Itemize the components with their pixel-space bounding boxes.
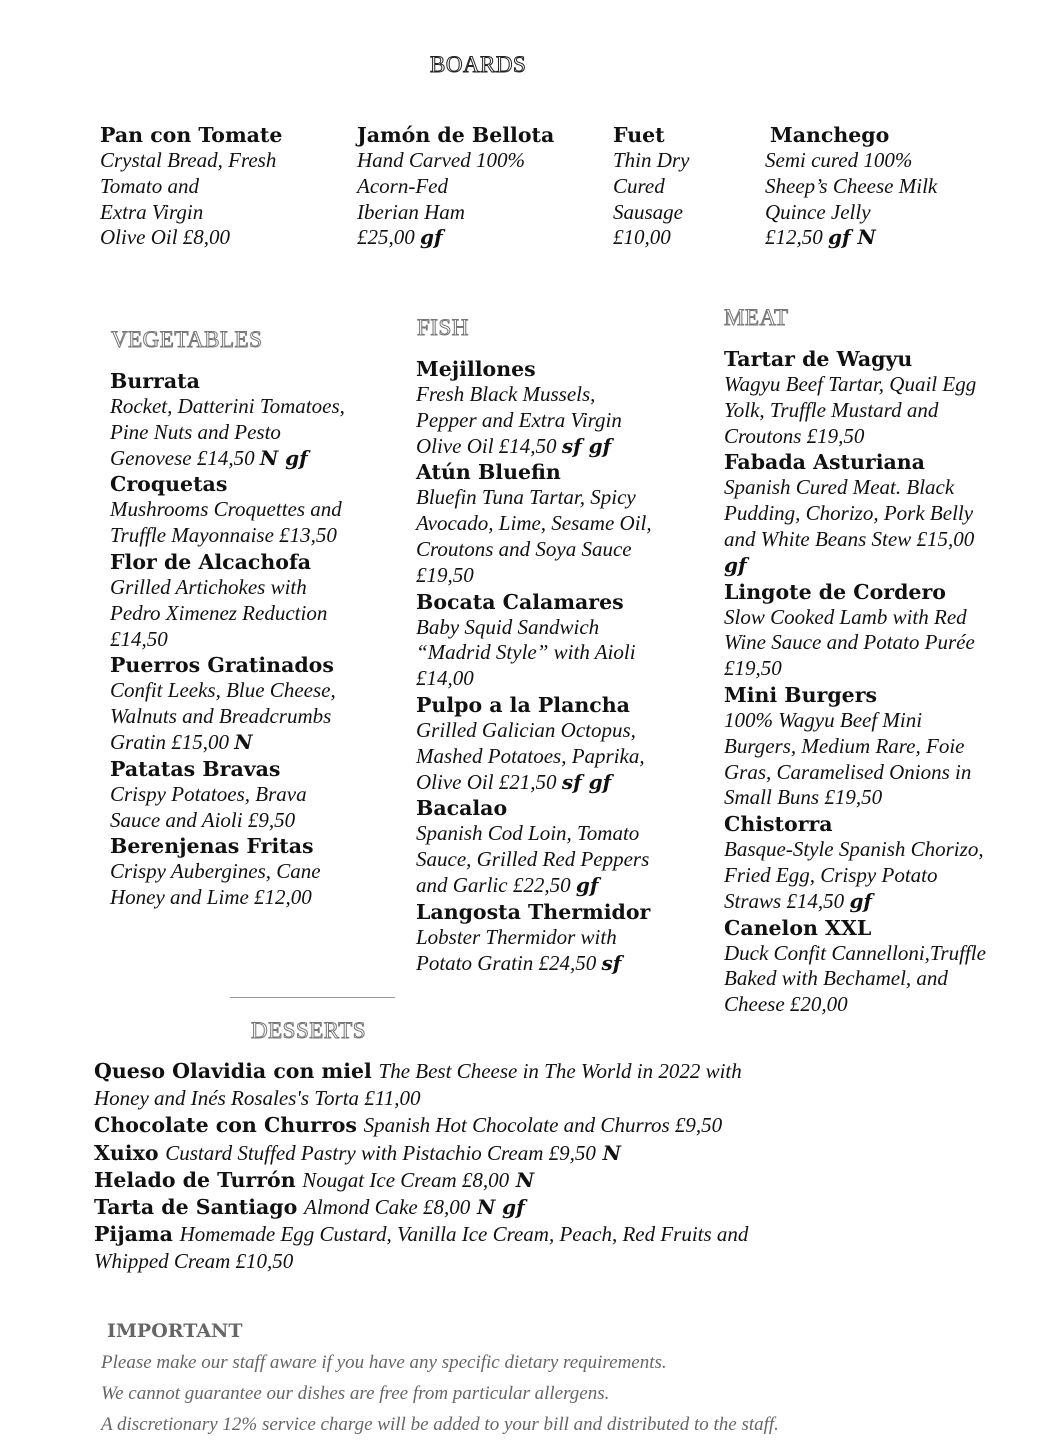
important-note: Please make our staff aware if you have any specific dietary requirements.	[101, 1352, 667, 1373]
item-description: Nougat Ice Cream £8,00	[302, 1167, 510, 1192]
boards-heading: BOARDS	[430, 52, 527, 77]
item-description: Homemade Egg Custard, Vanilla Ice Cream, Peach, Red Fruits and Whipped Cream £10,50	[94, 1222, 749, 1274]
item-description: Spanish Cod Loin, Tomato Sauce, Grilled Red Peppers and Garlic £22,50 gf	[416, 821, 650, 897]
vegetables-heading: VEGETABLES	[111, 327, 263, 352]
item-name: Tartar de Wagyu	[724, 347, 913, 371]
meat-heading: MEAT	[724, 305, 789, 330]
item-description: Duck Confit Cannelloni,Truffle Baked with Bechamel, and Cheese £20,00	[724, 940, 986, 1017]
item-name: Jamón de Bellota	[357, 123, 555, 147]
menu-item	[724, 346, 989, 449]
item-name: Croquetas	[110, 472, 228, 497]
menu-item	[416, 795, 656, 898]
item-description: Grilled Galician Octopus, Mashed Potatoes, Paprika, Olive Oil £21,50 sf gf	[416, 717, 645, 794]
important-note: We cannot guarantee our dishes are free from particular allergens.	[101, 1383, 610, 1404]
item-name: Xuixo	[94, 1140, 159, 1165]
dessert-item	[94, 1058, 754, 1112]
item-description: 100% Wagyu Beef Mini Burgers, Medium Rare, Foie Gras, Caramelised Onions in Small Buns £19,50	[724, 707, 972, 810]
item-tags: N	[515, 1167, 535, 1192]
item-description: Almond Cake £8,00	[304, 1195, 471, 1220]
item-description: Baby Squid Sandwich “Madrid Style” with Aioli £14,00	[416, 614, 636, 691]
item-description: Mushrooms Croquettes and Truffle Mayonnaise £13,50	[110, 497, 342, 548]
item-tags: gf	[575, 872, 599, 897]
item-tags: gf	[420, 225, 443, 250]
meat-column	[724, 346, 989, 1018]
item-description: Custard Stuffed Pastry with Pistachio Cream £9,50	[165, 1140, 596, 1165]
menu-item	[724, 811, 989, 914]
item-name: Pan con Tomate	[100, 123, 283, 147]
item-name: Berenjenas Fritas	[110, 834, 314, 859]
vegetables-column	[110, 368, 345, 911]
dessert-item	[94, 1167, 754, 1194]
dessert-item	[94, 1112, 754, 1139]
item-description: Confit Leeks, Blue Cheese, Walnuts and Breadcrumbs Gratin £15,00 N	[110, 678, 336, 754]
board-item	[765, 122, 1015, 251]
item-name: Canelon XXL	[724, 915, 872, 940]
menu-item	[724, 579, 989, 682]
item-tags: N gf	[259, 445, 308, 470]
important-note: A discretionary 12% service charge will be added to your bill and distributed to the staff.	[101, 1414, 779, 1435]
item-name: Chistorra	[724, 812, 833, 837]
item-name: Pulpo a la Plancha	[416, 692, 630, 717]
menu-item	[416, 692, 656, 795]
item-description: Semi cured 100% Sheep’s Cheese Milk Quince Jelly £12,50 gf N	[765, 148, 938, 250]
important-heading: IMPORTANT	[107, 1320, 243, 1342]
dessert-item	[94, 1140, 754, 1167]
item-name: Langosta Thermidor	[416, 899, 651, 924]
section-divider	[230, 997, 395, 998]
item-description: Fresh Black Mussels, Pepper and Extra Virgin Olive Oil £14,50 sf gf	[416, 382, 622, 458]
menu-item	[416, 589, 656, 692]
item-description: Wagyu Beef Tartar, Quail Egg Yolk, Truffle Mustard and Croutons £19,50	[724, 372, 977, 448]
item-description: The Best Cheese in The World in 2022 with Honey and Inés Rosales's Torta £11,00	[94, 1059, 742, 1111]
menu-item	[110, 471, 345, 549]
item-name: Mejillones	[416, 357, 536, 381]
item-tags: gf N	[828, 225, 876, 250]
item-name: Lingote de Cordero	[724, 579, 946, 604]
item-description: Rocket, Datterini Tomatoes, Pine Nuts and Pesto Genovese £14,50 N gf	[110, 394, 345, 470]
item-description: Crispy Potatoes, Brava Sauce and Aioli £9,50	[110, 781, 307, 832]
item-name: Puerros Gratinados	[110, 653, 334, 678]
item-name: Atún Bluefin	[416, 460, 561, 485]
board-item	[357, 122, 597, 251]
menu-item	[416, 356, 656, 459]
menu-item	[724, 682, 989, 811]
item-name: Burrata	[110, 369, 200, 393]
item-tags: N gf	[476, 1195, 525, 1220]
item-description: Crystal Bread, Fresh Tomato and Extra Virgin Olive Oil £8,00	[100, 148, 277, 250]
board-item	[613, 122, 753, 251]
item-name: Patatas Bravas	[110, 756, 281, 781]
item-name: Bacalao	[416, 796, 508, 821]
fish-heading: FISH	[417, 315, 469, 340]
item-description: Basque-Style Spanish Chorizo, Fried Egg, Crispy Potato Straws £14,50 gf	[724, 837, 984, 913]
item-name: Tarta de Santiago	[94, 1195, 298, 1220]
desserts-heading: DESSERTS	[251, 1018, 367, 1043]
menu-item	[724, 449, 989, 578]
item-tags: sf gf	[561, 769, 612, 794]
item-description: Grilled Artichokes with Pedro Ximenez Reduction £14,50	[110, 574, 328, 651]
menu-item	[724, 915, 989, 1018]
dessert-item	[94, 1221, 754, 1275]
item-description: Hand Carved 100% Acorn-Fed Iberian Ham £25,00 gf	[357, 148, 525, 250]
item-description: Crispy Aubergines, Cane Honey and Lime £12,00	[110, 859, 321, 910]
item-description: Spanish Hot Chocolate and Churros £9,50	[363, 1113, 723, 1138]
item-description: Slow Cooked Lamb with Red Wine Sauce and Potato Purée £19,50	[724, 604, 975, 681]
item-name: Flor de Alcachofa	[110, 549, 312, 574]
item-tags: sf gf	[561, 433, 612, 458]
item-name: Mini Burgers	[724, 682, 878, 707]
dessert-item	[94, 1194, 754, 1221]
menu-item	[416, 899, 656, 977]
fish-column	[416, 356, 656, 976]
item-name: Fuet	[613, 123, 665, 147]
item-description: Bluefin Tuna Tartar, Spicy Avocado, Lime, Sesame Oil, Croutons and Soya Sauce £19,50	[416, 485, 652, 587]
item-description: Lobster Thermidor with Potato Gratin £24,50 sf	[416, 924, 622, 975]
item-tags: gf	[849, 888, 873, 913]
menu-item	[110, 652, 345, 755]
item-tags: N	[234, 729, 253, 754]
item-tags: N	[602, 1140, 621, 1165]
item-name: Queso Olavidia con miel	[94, 1059, 372, 1083]
item-description: Spanish Cured Meat. Black Pudding, Chorizo, Pork Belly and White Beans Stew £15,00 gf	[724, 475, 975, 577]
menu-item	[110, 549, 345, 652]
menu-item	[110, 756, 345, 834]
item-name: Fabada Asturiana	[724, 450, 925, 475]
item-name: Manchego	[770, 123, 890, 147]
desserts-list	[94, 1058, 754, 1276]
item-name: Helado de Turrón	[94, 1167, 296, 1192]
menu-item	[416, 459, 656, 588]
menu-item	[110, 833, 345, 911]
item-name: Chocolate con Churros	[94, 1113, 357, 1138]
item-name: Pijama	[94, 1222, 173, 1247]
menu-item	[110, 368, 345, 471]
item-tags: sf	[601, 950, 622, 975]
item-description: Thin Dry Cured Sausage £10,00	[613, 148, 690, 250]
item-name: Bocata Calamares	[416, 589, 624, 614]
item-tags: gf	[724, 552, 747, 577]
board-item	[100, 122, 340, 251]
